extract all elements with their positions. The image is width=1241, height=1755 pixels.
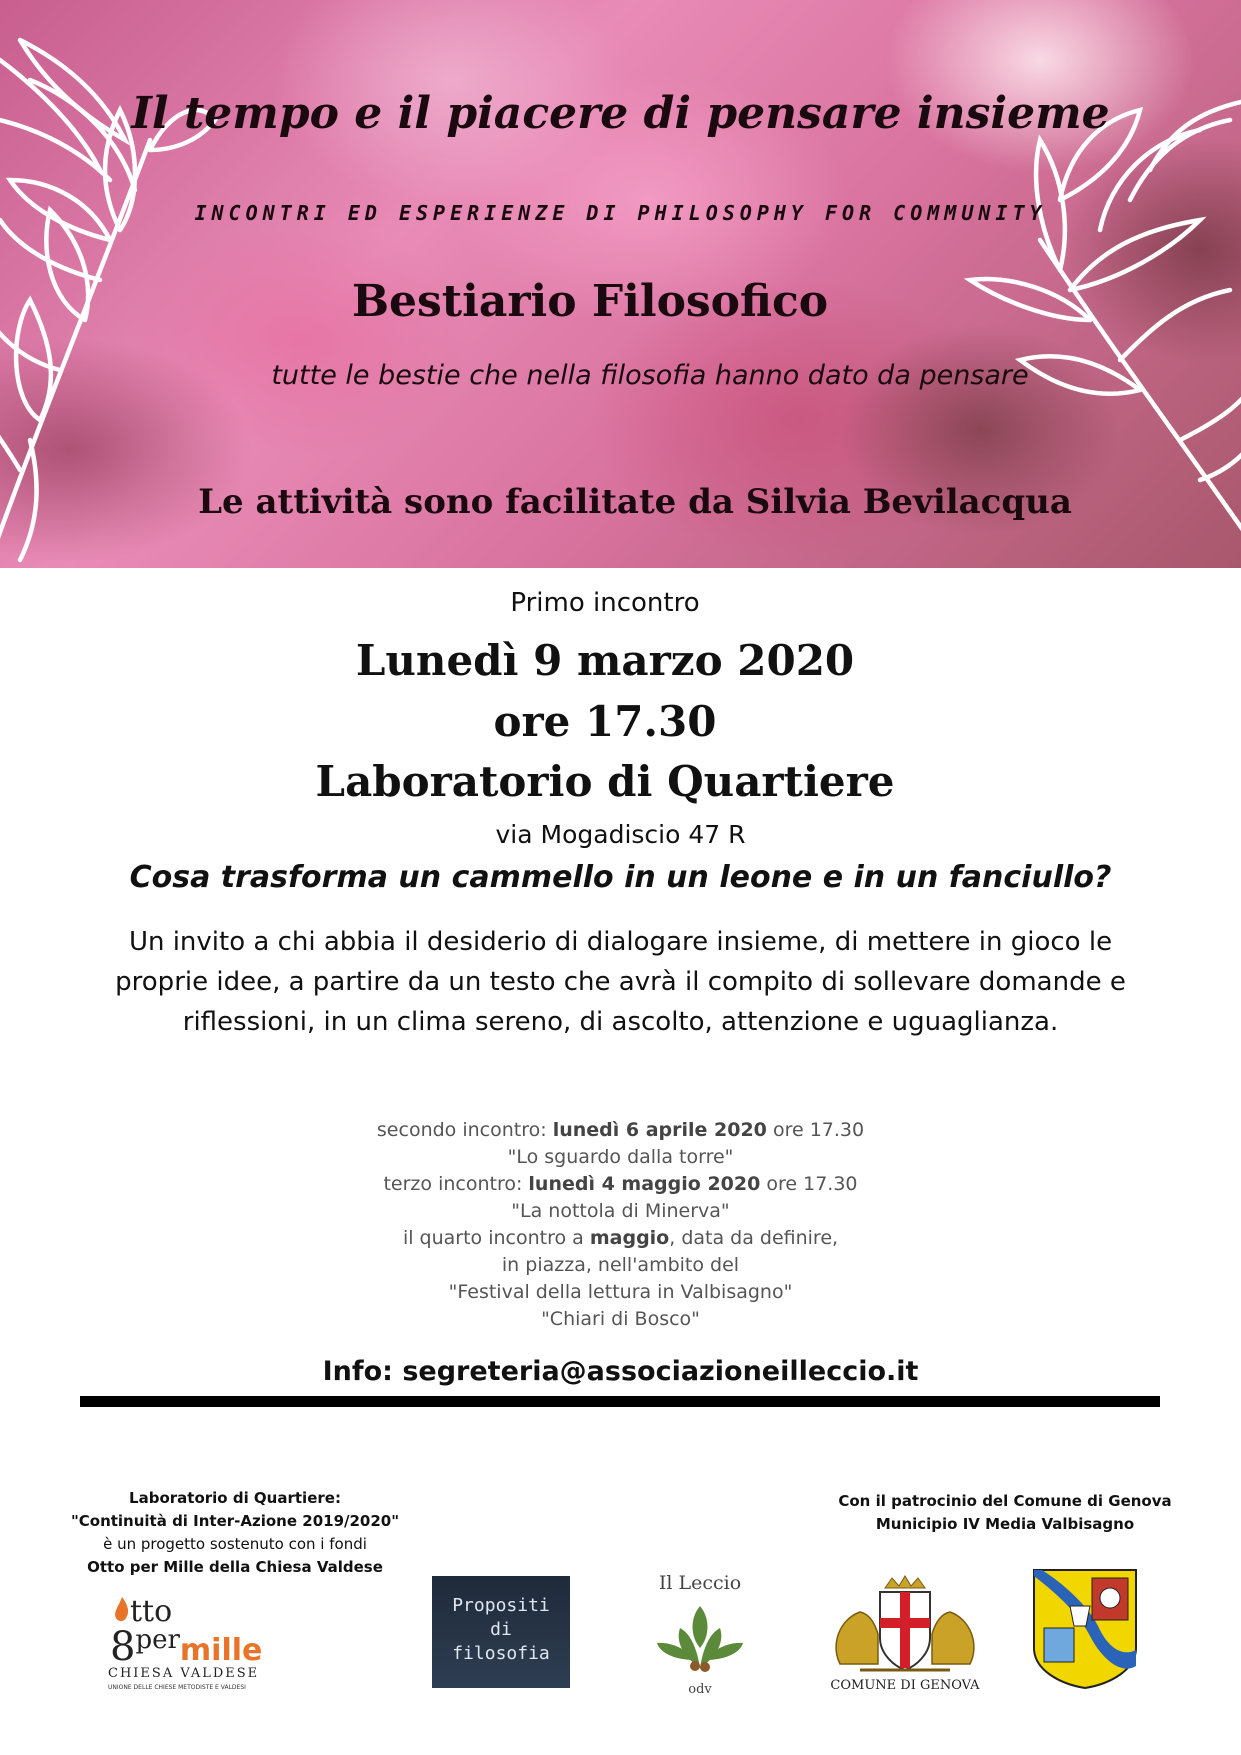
poster-title: Il tempo e il piacere di pensare insieme: [131, 88, 1110, 139]
event-address: via Mogadiscio 47 R: [495, 820, 746, 849]
propositi-di-filosofia-logo: Propositi di filosofia: [432, 1576, 570, 1688]
funding-credit: Laboratorio di Quartiere: "Continuità di Inter-Azione 2019/2020" è un progetto sostenuto con i fondi Otto per Mille della Chiesa Valdese: [70, 1489, 400, 1576]
divider: [80, 1396, 1160, 1407]
event-time: ore 17.30: [493, 697, 717, 746]
hero-banner: [0, 0, 1241, 568]
patronage-credit: Con il patrocinio del Comune di Genova Municipio IV Media Valbisagno: [838, 1492, 1172, 1533]
event-venue: Laboratorio di Quartiere: [315, 757, 895, 806]
schedule-fourth-line2: in piazza, nell'ambito del: [501, 1254, 740, 1276]
genova-coat-of-arms-icon: [820, 1574, 990, 1678]
schedule-second-title: "Lo sguardo dalla torre": [507, 1146, 734, 1168]
comune-di-genova-logo: COMUNE DI GENOVA: [820, 1574, 990, 1696]
series-title: Bestiario Filosofico: [351, 276, 829, 327]
schedule-fourth-line4: "Chiari di Bosco": [541, 1308, 700, 1330]
facilitator-line: Le attività sono facilitate da Silvia Bevilacqua: [198, 482, 1072, 522]
il-leccio-logo: Il Leccio odv: [645, 1572, 755, 1698]
poster-subtitle: INCONTRI ED ESPERIENZE DI PHILOSOPHY FOR COMMUNITY: [194, 201, 1047, 225]
schedule-list: [0, 1117, 1241, 1333]
schedule-fourth-line3: "Festival della lettura in Valbisagno": [448, 1281, 793, 1303]
first-meeting-label: Primo incontro: [510, 588, 700, 618]
flame-icon: [112, 1596, 132, 1624]
series-tagline: tutte le bestie che nella filosofia hanno dato da pensare: [271, 360, 1029, 391]
schedule-third-title: "La nottola di Minerva": [511, 1200, 730, 1222]
oak-leaf-icon: [645, 1598, 755, 1678]
invite-paragraph: Un invito a chi abbia il desiderio di dialogare insieme, di mettere in gioco le proprie idee, a partire da un testo che avrà il compito di sollevare domande e riflessioni, in un clima sereno, di ascolto, attenzione e uguaglianza.: [115, 927, 1126, 1037]
schedule-third: terzo incontro: lunedì 4 maggio 2020 ore 17.30: [383, 1173, 858, 1195]
event-date: Lunedì 9 marzo 2020: [355, 636, 855, 685]
otto-per-mille-logo: tto 8permille CHIESA VALDESE UNIONE DELLE CHIESE METODISTE E VALDESI: [108, 1594, 263, 1691]
info-email[interactable]: Info: segreteria@associazioneilleccio.it: [322, 1356, 919, 1387]
schedule-fourth: il quarto incontro a maggio, data da definire,: [402, 1227, 839, 1249]
municipio-shield-icon: [1030, 1566, 1140, 1692]
event-question: Cosa trasforma un cammello in un leone e in un fanciullo?: [129, 860, 1112, 895]
schedule-second: secondo incontro: lunedì 6 aprile 2020 ore 17.30: [376, 1119, 865, 1141]
municipio-valbisagno-logo: [1030, 1566, 1140, 1692]
